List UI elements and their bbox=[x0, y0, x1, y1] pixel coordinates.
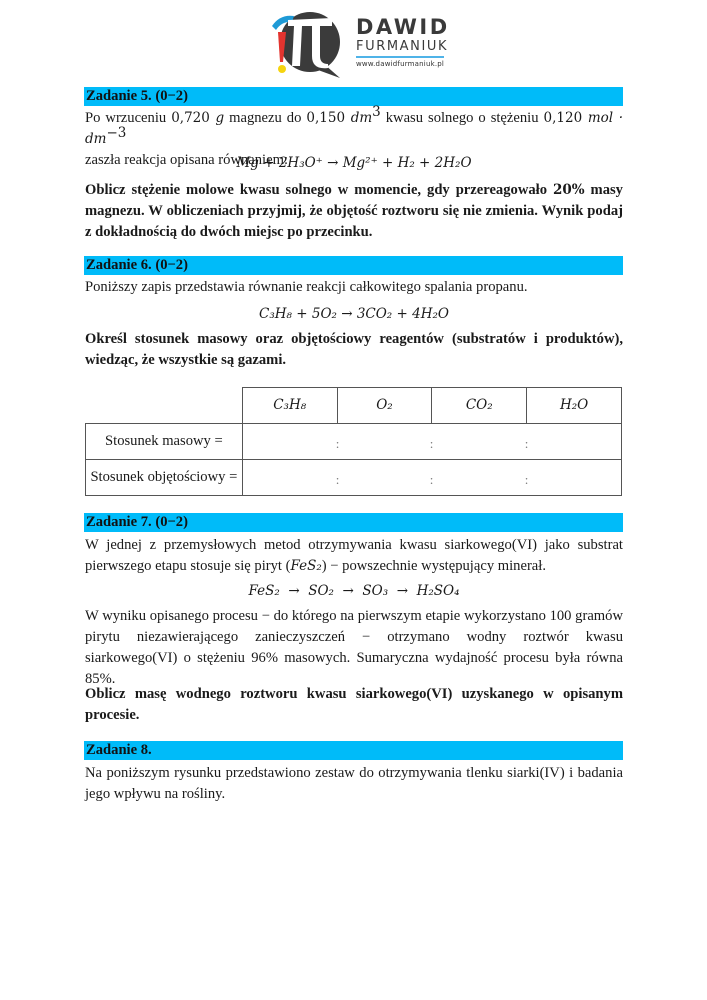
task-7-intro bbox=[85, 535, 623, 577]
ratio-row-label-volume: Stosunek objętościowy = bbox=[86, 460, 243, 496]
task-7-intro-text-a: W jednej z przemysłowych metod otrzymywania kwasu siarkowego(VI) jako substrat pierwszego etapu stosuje się piryt ( bbox=[85, 537, 623, 574]
task-5-mass-unit: g bbox=[215, 110, 225, 126]
ratio-separator: : bbox=[524, 472, 529, 487]
task-5-header: Zadanie 5. (0−2) bbox=[84, 87, 623, 106]
task-5-volume-unit: dm bbox=[350, 110, 373, 126]
task-8-header: Zadanie 8. bbox=[84, 741, 623, 760]
ratio-table-corner bbox=[86, 388, 243, 424]
task-5-question-percent: 20% bbox=[552, 182, 585, 198]
logo-name-last: FURMANIUK bbox=[356, 39, 449, 54]
task-7-intro-text-b: ) − powszechnie występujący minerał. bbox=[321, 558, 546, 574]
task-5-mass-value: 0,720 bbox=[171, 110, 216, 126]
task-7-header: Zadanie 7. (0−2) bbox=[84, 513, 623, 532]
logo-divider bbox=[356, 56, 444, 58]
task-5-conc-value: 0,120 bbox=[543, 110, 588, 126]
logo-url: www.dawidfurmaniuk.pl bbox=[356, 60, 445, 68]
task-5-volume-exp: 3 bbox=[372, 104, 381, 120]
task-5-volume-value: 0,150 bbox=[306, 110, 351, 126]
ratio-separator: : bbox=[524, 436, 529, 451]
task-7-intro-formula: FeS₂ bbox=[290, 558, 322, 574]
logo-name-first: DAWID bbox=[356, 15, 450, 39]
ratio-separator: : bbox=[429, 472, 434, 487]
task-5-intro-line-2: zaszła reakcja opisana równaniem: bbox=[85, 152, 288, 168]
ratio-table-header-row bbox=[86, 388, 622, 424]
ratio-table-row-volume bbox=[86, 460, 622, 496]
task-6-header: Zadanie 6. (0−2) bbox=[84, 256, 623, 275]
ratio-volume-answer-cell[interactable] bbox=[242, 460, 621, 496]
task-8-intro: Na poniższym rysunku przedstawiono zestaw do otrzymywania tlenku siarki(IV) i badania jego wpływu na rośliny. bbox=[85, 765, 623, 802]
ratio-separator: : bbox=[335, 436, 340, 451]
ratio-separator: : bbox=[335, 472, 340, 487]
task-7-body: W wyniku opisanego procesu − do którego na pierwszym etapie wykorzystano 100 gramów pirytu niezawierającego zanieczyszczeń − otrzymano wodny roztwór kwasu siarkowego(VI) o stężeniu 96% masowych. Sumaryczna wydajność procesu była równa 85%. bbox=[85, 608, 623, 687]
pi-speech-bubble-icon bbox=[266, 6, 344, 80]
task-7-equation: FeS₂ → SO₂ → SO₃ → H₂SO₄ bbox=[248, 583, 460, 599]
task-7-question: Oblicz masę wodnego roztworu kwasu siarkowego(VI) uzyskanego w opisanym procesie. bbox=[85, 686, 623, 723]
task-5-conc-exp: −3 bbox=[106, 125, 127, 141]
ratio-table bbox=[85, 387, 622, 496]
task-6-question: Określ stosunek masowy oraz objętościowy reagentów (substratów i produktów), wiedząc, że wszystkie są gazami. bbox=[85, 331, 623, 368]
ratio-table-col-h2o: H₂O bbox=[527, 388, 622, 424]
header-logo bbox=[266, 6, 466, 80]
ratio-separator: : bbox=[429, 436, 434, 451]
ratio-table-col-co2: CO₂ bbox=[432, 388, 527, 424]
task-5-intro-text-2: magnezu do bbox=[224, 110, 307, 126]
task-6-equation: C₃H₈ + 5O₂ → 3CO₂ + 4H₂O bbox=[259, 306, 449, 322]
task-5-question bbox=[85, 180, 623, 243]
ratio-row-label-mass: Stosunek masowy = bbox=[86, 424, 243, 460]
ratio-table-col-c3h8: C₃H₈ bbox=[242, 388, 337, 424]
task-5-conc-unit: mol · dm bbox=[85, 110, 623, 147]
task-6-intro: Poniższy zapis przedstawia równanie reakcji całkowitego spalania propanu. bbox=[85, 279, 528, 295]
ratio-table-col-o2: O₂ bbox=[337, 388, 432, 424]
ratio-table-row-mass bbox=[86, 424, 622, 460]
ratio-mass-answer-cell[interactable] bbox=[242, 424, 621, 460]
task-5-equation: Mg + 2H₃O⁺ → Mg²⁺ + H₂ + 2H₂O bbox=[236, 155, 472, 171]
task-5-question-text-b: masy magnezu. W obliczeniach przyjmij, że objętość roztworu się nie zmienia. Wynik podaj z dokładnością do dwóch miejsc po przecinku. bbox=[85, 182, 623, 240]
task-5-intro-text-3: kwasu solnego o stężeniu bbox=[380, 110, 544, 126]
task-5-intro-text-1: Po wrzuceniu bbox=[85, 110, 172, 126]
task-5-question-text-a: Oblicz stężenie molowe kwasu solnego w momencie, gdy przereagowało bbox=[85, 182, 553, 198]
